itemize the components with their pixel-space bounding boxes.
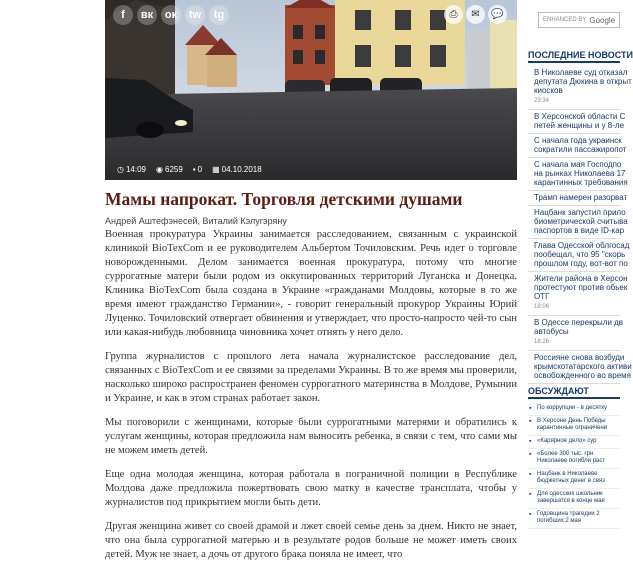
time-meta <box>117 165 146 174</box>
news-headline-line: Нацбанк запустил прило <box>534 208 626 217</box>
discussed-headline-line: ▪ В Херсоне День Победы <box>537 418 606 424</box>
discussed-headline-line: ▪ Годовщина трагедии 2 <box>537 511 600 517</box>
google-logo: Google <box>589 15 616 25</box>
news-headline-line: С начала года украинск <box>534 136 622 145</box>
discussed-headline-line: Николаеве погибли раст <box>537 458 606 464</box>
news-headline-line: В Одессе перекрыли дв <box>534 318 624 327</box>
discussed-headline-line: погибших 2 мая <box>537 518 582 524</box>
latest-news-item[interactable] <box>528 351 632 384</box>
news-headline-line: на рынках Николаева 17 <box>534 169 626 178</box>
discussed-headline-line: ▪ Нацбанк в Николаеве <box>537 471 598 477</box>
views-meta <box>156 165 183 174</box>
article-tools <box>444 5 507 24</box>
news-time: 18:06 <box>534 304 550 310</box>
news-headline-line: биометрической считыва <box>534 217 628 226</box>
discussed-item[interactable] <box>528 449 620 469</box>
discussed-headline-line: завершатся в конце мая <box>537 498 605 504</box>
latest-news-item[interactable] <box>528 110 626 134</box>
discussed-item[interactable] <box>528 403 620 416</box>
news-headline-line: сократили пассажиропот <box>534 145 627 154</box>
discussed-headline-line: ▪ Для одесских школьник <box>537 491 603 497</box>
discussed-list <box>528 403 620 529</box>
discussed-item[interactable] <box>528 469 620 489</box>
discussed-item[interactable] <box>528 509 620 529</box>
latest-news-item[interactable] <box>528 66 632 110</box>
date-value: 04.10.2018 <box>221 165 262 174</box>
discussed-headline-line: ▪ «Карярное дело» сур <box>537 438 597 444</box>
discussed-headline-line: ▪ «Более 300 тыс. грн <box>537 451 594 457</box>
share-bar <box>113 5 231 25</box>
news-headline-line: киосков <box>534 86 563 95</box>
news-headline-line: освобожденного во время <box>534 371 631 380</box>
search-input[interactable] <box>538 12 620 28</box>
news-headline-line: С начала мая Господпо <box>534 160 622 169</box>
article-paragraph: Еще одна молодая женщина, которая работала в пограничной полиции в Республике Молдова даже предложила пожертвовать свою матку в качестве трансплата, чтобы у журналистов под прикрытием могли быть дети. <box>105 469 517 508</box>
news-headline-line: Жители района в Херсон <box>534 274 628 283</box>
latest-news-item[interactable] <box>528 158 628 191</box>
vk-icon[interactable]: вк <box>137 5 157 25</box>
news-headline-line: депутата Дюкина в открыт <box>534 77 632 86</box>
discussed-item[interactable] <box>528 416 620 436</box>
news-headline-line: крымскотатарского активи <box>534 362 632 371</box>
news-headline-line: В Николаеве суд отказал <box>534 68 628 77</box>
discussed-item[interactable] <box>528 436 620 449</box>
eye-icon: ◉ <box>156 165 163 174</box>
news-time: 23:34 <box>534 98 550 104</box>
article-paragraph: Другая женщина живет со своей драмой и лжет своей семье день за днем. Никто не знает, что она была суррогатной матерью и в результате родов больше не может иметь своих детей. Муж не знает, а дочь от другого брака поняла не имеет, что <box>105 521 517 560</box>
views-value: 6259 <box>165 165 183 174</box>
comment-icon[interactable]: 💬 <box>488 5 507 24</box>
discussed-headline-line: бюджетных денег в связ <box>537 478 605 484</box>
latest-news-item[interactable] <box>528 134 627 158</box>
latest-news-item[interactable] <box>528 206 628 239</box>
odnoklassniki-icon[interactable]: ок <box>161 5 181 25</box>
mail-icon[interactable]: ✉ <box>466 5 485 24</box>
time-value: 14:09 <box>125 165 147 174</box>
news-headline-line: прошлом году, вот-вот по <box>534 259 628 268</box>
facebook-icon[interactable]: f <box>113 5 133 25</box>
discussed-headline-line: ▪ По коррупции - в десятку <box>537 405 608 411</box>
date-meta <box>212 165 262 174</box>
news-headline-line: петей женщины и у 8-ле <box>534 121 625 130</box>
news-headline-line: автобусы <box>534 327 569 336</box>
latest-news-heading: ПОСЛЕДНИЕ НОВОСТИ <box>528 50 620 63</box>
discussed-heading: ОБСУЖДАЮТ <box>528 386 620 399</box>
discussed-headline-line: карантинные ограничени <box>537 425 608 431</box>
news-headline-line: протестуют против обьек <box>534 283 628 292</box>
news-headline-line: Трамп намерен разорват <box>534 193 628 202</box>
calendar-icon: ▦ <box>212 165 220 174</box>
photo-illustration <box>105 0 517 180</box>
news-headline-line: Россияне снова возбуди <box>534 353 625 362</box>
latest-news-item[interactable] <box>528 272 628 316</box>
article-paragraph: Военная прокуратура Украины занимается расследованием, связанным с украинской клиникой BioTexCom и ее руководителем Альбертом Точиловским. Речь идет о торговле новорожденными. Делом занимается военная прокуратура, потому что многие суррогатные матери были родом из оккупированных территорий Луганска и Донецка. Клиника BioTexCom была создана в Украине «гражданами Молдовы, которые в то же время имеют гражданство Германии», - говорит генеральный прокурор Украины Юрий Луценко. Точиловский отвергает обвинения и утверждает, что просто-напросто чей-то сын или какая-нибудь любовница чиновника хочет отнять у него дело. <box>105 229 517 338</box>
print-icon[interactable]: ⎙ <box>444 5 463 24</box>
article-authors: Андрей Аштефэнесей, Виталий Кэлугэряну <box>105 216 287 226</box>
comment-count-icon: ▪ <box>192 165 196 174</box>
latest-news-item[interactable] <box>528 316 624 351</box>
article-title: Мамы напрокат. Торговля детскими душами <box>105 189 463 209</box>
article-paragraph: Мы поговорили с женщинами, которые были суррогатными матерями и обратились к услугам женщины, которая предложила нам выносить ребенка, в связи с тем, что сами мы не можем иметь детей. <box>105 417 517 456</box>
search-label: ENHANCED BY <box>543 17 587 23</box>
news-headline-line: ОТГ <box>534 292 550 301</box>
photo-meta <box>117 165 262 174</box>
comments-meta <box>193 165 202 174</box>
news-headline-line: паспортов в виде ID-кар <box>534 226 625 235</box>
latest-news-item[interactable] <box>528 191 628 206</box>
news-headline-line: Глава Одесской облгосад <box>534 241 630 250</box>
comments-value: 0 <box>197 165 203 174</box>
discussed-item[interactable] <box>528 489 620 509</box>
latest-news-list <box>528 66 632 384</box>
telegram-icon[interactable]: tg <box>209 5 229 25</box>
news-headline-line: карантинных требования <box>534 178 628 187</box>
clock-icon: ◷ <box>117 165 124 174</box>
news-time: 18:26 <box>534 339 550 345</box>
latest-news-item[interactable] <box>528 239 630 272</box>
article-column <box>105 0 517 572</box>
article-paragraph: Группа журналистов с прошлого лета начала журналистское расследование дел, связанных с BioTexCom и ее связями за пределами Украины. В то же время мы проверили, насколько широко распространен феномен суррогатного материнства в Молдове, Румынии и Украине, и как в этом странах работает закон. <box>105 351 517 404</box>
news-headline-line: пообещал, что 95 "скорь <box>534 250 626 259</box>
twitter-icon[interactable]: tw <box>185 5 205 25</box>
news-headline-line: В Херсонской области С <box>534 112 626 121</box>
article-photo <box>105 0 517 180</box>
